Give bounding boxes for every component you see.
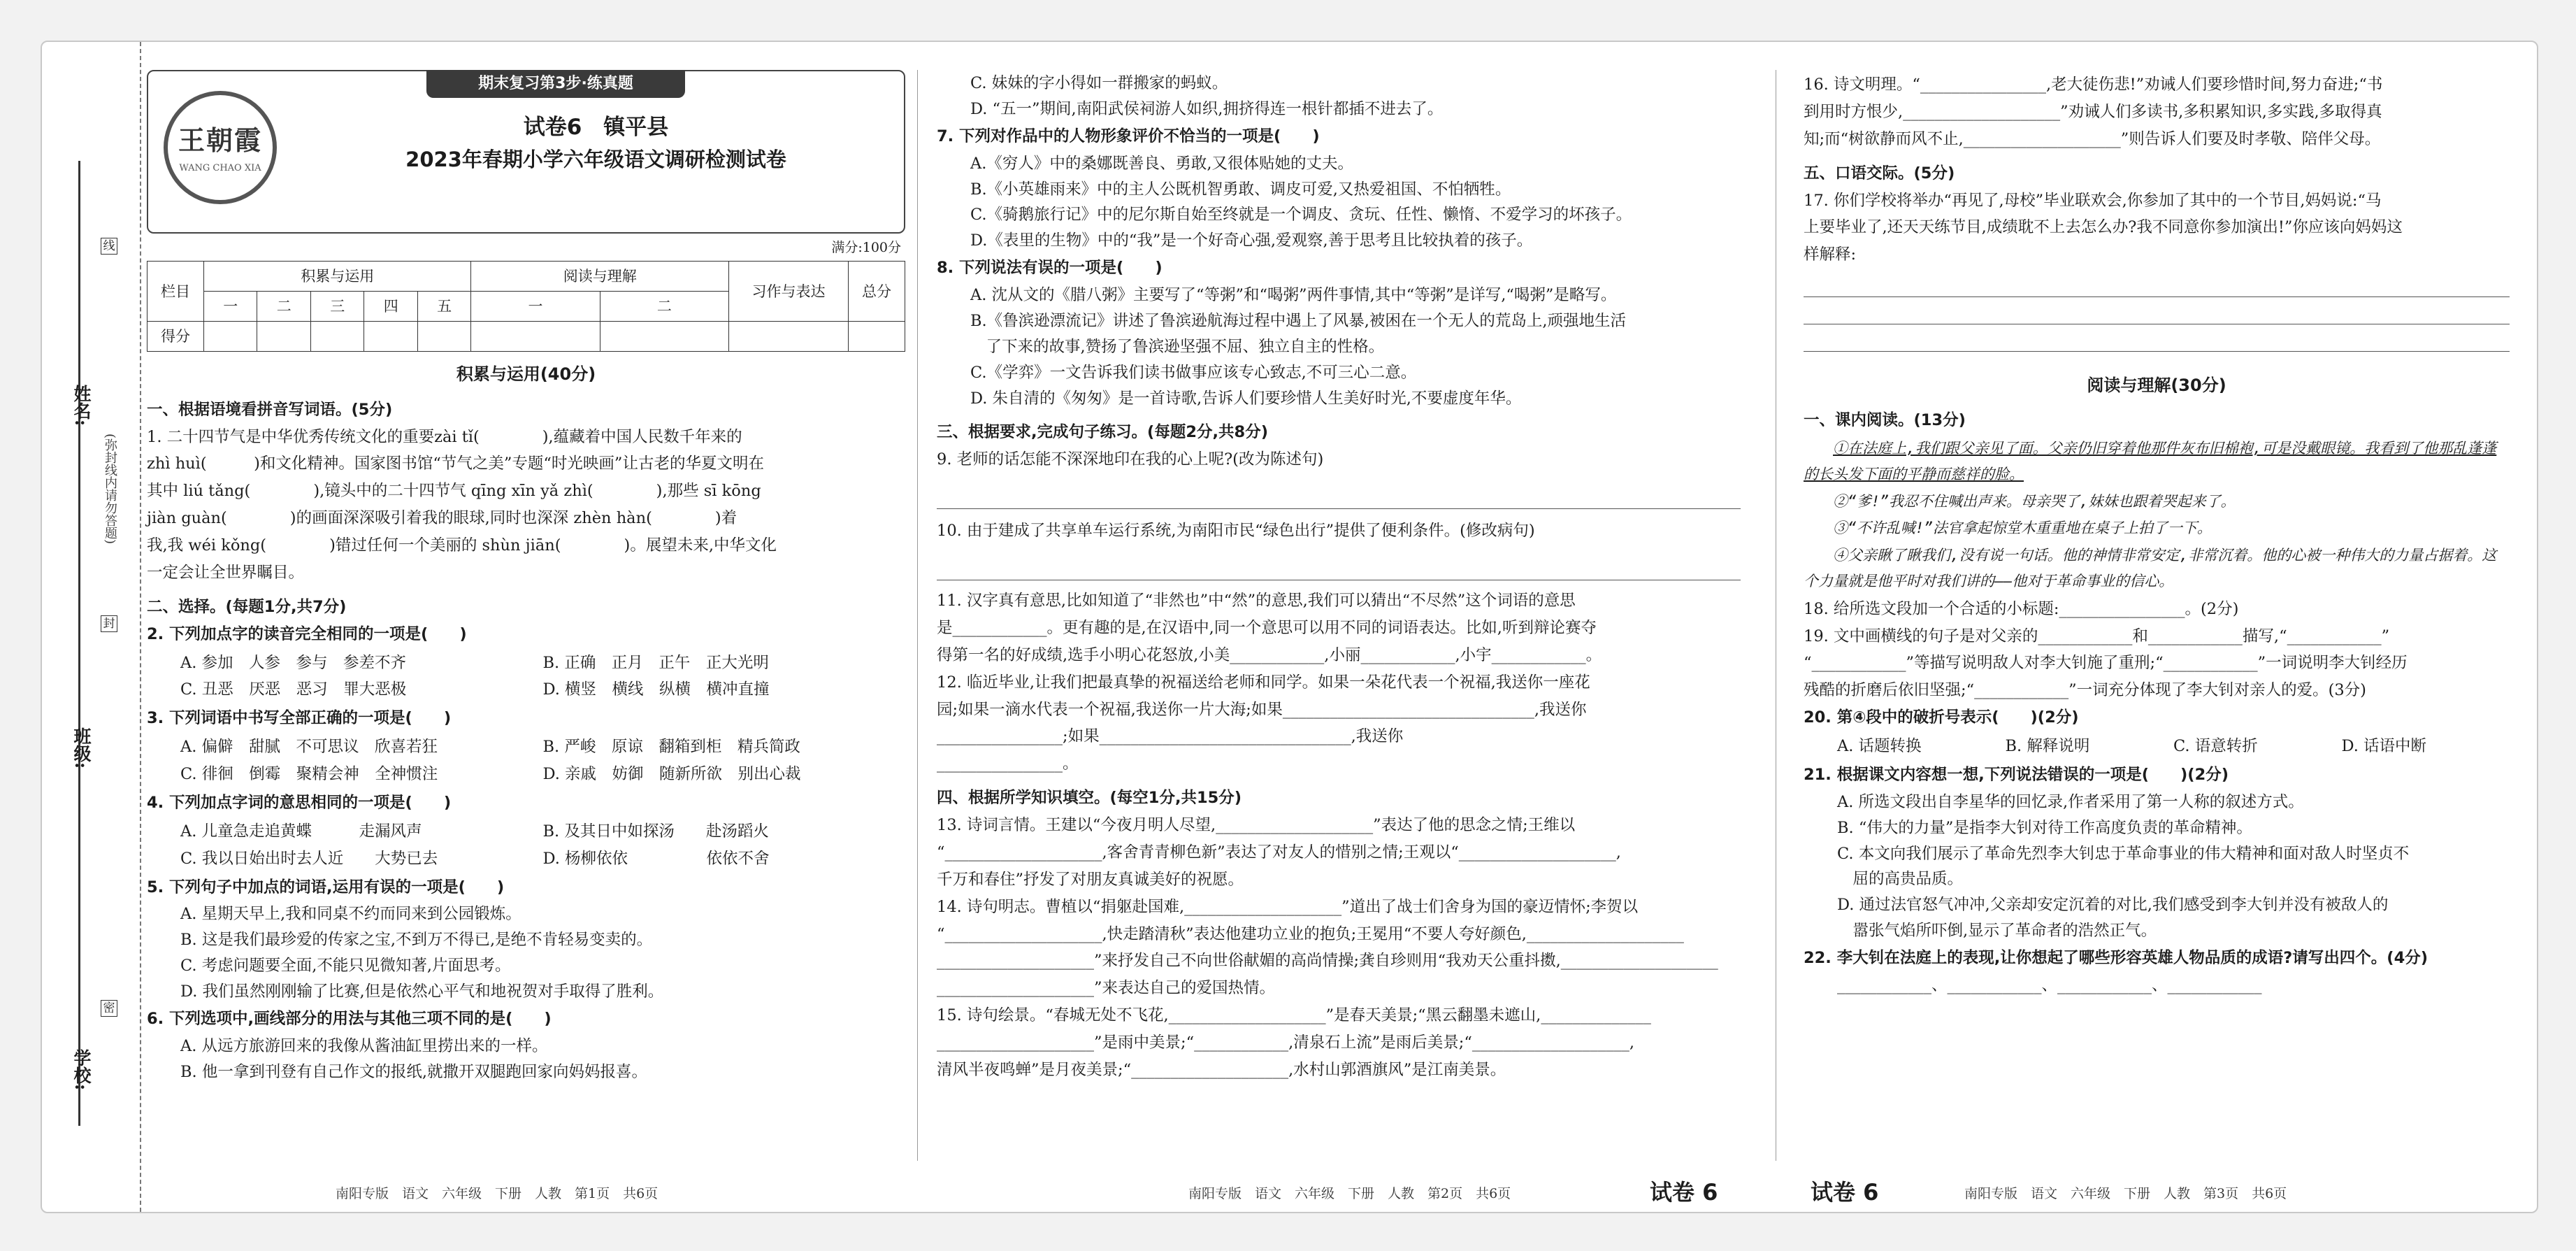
q9-answer-line[interactable] [937,475,1741,509]
passage-paragraph-4: ④父亲瞅了瞅我们,没有说一句话。他的神情非常安定,非常沉着。他的心被一种伟大的力量占据着。这个力量就是他平时对我们讲的——他对于革命事业的信心。 [1804,547,2497,589]
q6-option-a[interactable]: A. 从远方旅游回来的我像从酱油缸里捞出来的一样。 [180,1036,548,1055]
binding-margin [42,42,141,1212]
q4-option-d[interactable]: D. 杨柳依依 依依不舍 [542,849,770,868]
q5-option-d[interactable]: D. 我们虽然刚刚输了比赛,但是依然心平气和地祝贺对手取得了胜利。 [180,982,664,1001]
page-1-footer: 南阳专版 语文 六年级 下册 人教 第1页 共6页 [336,1186,659,1201]
q2-option-c[interactable]: C. 丑恶 厌恶 恶习 罪大恶极 [180,680,407,699]
q1-line: 其中 liú tǎng( ),镜头中的二十四节气 qīng xīn yǎ zhì( ),那些 sī kōng [147,482,761,501]
q6-option-d[interactable]: D. “五一”期间,南阳武侯祠游人如织,拥挤得连一根针都插不进去了。 [970,99,1444,118]
page-divider [917,70,918,1161]
q3-option-b[interactable]: B. 严峻 原谅 翻箱到柜 精兵简政 [542,738,800,757]
score-group-writing: 习作与表达 [729,262,849,322]
q1-line: zhì huì( )和文化精神。国家图书馆“节气之美”专题“时光映画”让古老的华夏文明在 [147,455,764,473]
score-cell[interactable] [729,322,849,352]
q17-answer-line[interactable] [1804,324,2510,352]
exam-title: 2023年春期小学六年级语文调研检测试卷 [405,148,786,171]
q15-line: 清风半夜鸣蝉”是月夜美景;“____________________,水村山郭酒旗风”是江南美景。 [937,1060,1506,1079]
part-3-heading: 三、根据要求,完成句子练习。(每题2分,共8分) [937,423,1268,442]
q9: 9. 老师的话怎能不深深地印在我的心上呢?(改为陈述句) [937,450,1324,469]
q3-option-d[interactable]: D. 亲戚 妨御 随新所欲 别出心裁 [542,765,801,783]
q5-option-b[interactable]: B. 这是我们最珍爱的传家之宝,不到万不得已,是绝不肯轻易变卖的。 [180,931,653,950]
q10-answer-line[interactable] [937,546,1741,580]
q8: 8. 下列说法有误的一项是( ) [937,259,1163,278]
seal-char-3: 密 [101,1000,117,1017]
class-label: 班级: [71,727,92,769]
q7: 7. 下列对作品中的人物形象评价不恰当的一项是( ) [937,127,1320,145]
q21-option-c-cont: 屈的高贵品质。 [1837,870,1964,889]
q21-option-a[interactable]: A. 所选文段出自李星华的回忆录,作者采用了第一人称的叙述方式。 [1837,792,2304,811]
q20: 20. 第④段中的破折号表示( )(2分) [1804,708,2079,727]
q4-option-b[interactable]: B. 及其日中如探汤 赴汤蹈火 [542,822,769,841]
q8-option-b-cont: 了下来的故事,赞扬了鲁滨逊坚强不屈、独立自主的性格。 [970,337,1385,356]
score-sub-6: 一 [471,292,600,322]
q7-option-a[interactable]: A.《穷人》中的桑娜既善良、勇敢,又很体贴她的丈夫。 [970,154,1354,173]
q5-option-a[interactable]: A. 星期天早上,我和同桌不约而同来到公园锻炼。 [180,905,521,924]
score-sub-4: 四 [364,292,417,322]
score-sub-5: 五 [417,292,470,322]
score-group-accumulate: 积累与运用 [204,262,471,292]
passage-paragraph-1: ①在法庭上,我们跟父亲见了面。父亲仍旧穿着他那件灰布旧棉袍,可是没戴眼镜。我看到了他那乱蓬蓬的长头发下面的平静而慈祥的脸。 [1804,440,2497,482]
q14-line: ____________________”来抒发自己不向世俗献媚的高尚情操;龚自珍则用“我劝天公重抖擞,____________________ [937,952,1718,971]
q14-line: 14. 诗句明志。曹植以“捐躯赴国难,____________________”道出了战士们舍身为国的豪迈情怀;李贺以 [937,897,1639,916]
q16 [1804,73,2510,152]
q1-line: jiàn guàn( )的画面深深吸引着我的眼球,同时也深深 zhèn hàn( )着 [147,509,737,528]
q15-line: ____________________”是雨中美景;“____________,清泉石上流”是雨后美景;“____________________, [937,1034,1634,1052]
brand-logo-sub: WANG CHAO XIA [179,162,261,173]
q11-line: 11. 汉字真有意思,比如知道了“非然也”中“然”的意思,我们可以猜出“不尽然”这个词语的意思 [937,592,1576,610]
q13-line: “____________________,客舍青青柳色新”表达了对友人的惜别之情;王观以“____________________, [937,843,1621,862]
brand-logo-text: 王朝霞 [178,124,262,156]
part-r1-heading: 一、课内阅读。(13分) [1804,411,1966,430]
q2-option-b[interactable]: B. 正确 正月 正午 正大光明 [542,653,769,672]
q19-line: “____________”等描写说明敌人对李大钊施了重刑;“____________”一词说明李大钊经历 [1804,654,2408,673]
page-2 [937,70,1741,1182]
q19 [1804,624,2510,703]
score-group-reading: 阅读与理解 [471,262,729,292]
part-5-heading: 五、口语交际。(5分) [1804,164,1955,183]
q21: 21. 根据课文内容想一想,下列说法错误的一项是( )(2分) [1804,765,2229,784]
page-2-footer: 南阳专版 语文 六年级 下册 人教 第2页 共6页 [1188,1186,1511,1201]
q12-line: 园;如果一滴水代表一个祝福,我送你一片大海;如果________________________________,我送你 [937,700,1587,719]
score-cell[interactable] [600,322,728,352]
score-row-label: 得分 [147,322,204,352]
q17-line: 样解释: [1804,245,1857,264]
part-1-heading: 一、根据语境看拼音写词语。(5分) [147,400,393,419]
q8-options [937,283,1741,410]
score-cell[interactable] [257,322,310,352]
review-step-band: 期末复习第3步·练真题 [426,70,685,98]
q15-line: 15. 诗句绘景。“春城无处不飞花,____________________”是春天美景;“黑云翻墨未遮山,______________ [937,1006,1651,1025]
q12-line: 12. 临近毕业,让我们把最真挚的祝福送给老师和同学。如果一朵花代表一个祝福,我送你一座花 [937,673,1590,692]
q4: 4. 下列加点字词的意思相同的一项是( ) [147,793,452,812]
name-label: 姓名: [71,385,92,427]
q18: 18. 给所选文段加一个合适的小标题:________________。(2分) [1804,599,2239,618]
q22-answer-blanks[interactable]: ____________、____________、____________、____________ [1837,975,2262,994]
q1-passage [147,425,905,585]
q17-line: 17. 你们学校将举办“再见了,母校”毕业联欢会,你参加了其中的一个节目,妈妈说:“马 [1804,191,2382,210]
passage-paragraph-2: ②“爹!”我忍不住喊出声来。母亲哭了,妹妹也跟着哭起来了。 [1833,492,2236,510]
q6-option-c[interactable]: C. 妹妹的字小得如一群搬家的蚂蚁。 [970,74,1228,92]
q13-line: 13. 诗词言情。王建以“今夜月明人尽望,____________________”表达了他的思念之情;王维以 [937,816,1576,834]
q14 [937,895,1741,1001]
q22: 22. 李大钊在法庭上的表现,让你想起了哪些形容英雄人物品质的成语?请写出四个。(4分) [1804,949,2429,968]
q3: 3. 下列词语中书写全部正确的一项是( ) [147,709,452,728]
q7-option-b[interactable]: B.《小英雄雨来》中的主人公既机智勇敢、调皮可爱,又热爱祖国、不怕牺牲。 [970,180,1511,199]
q5-option-c[interactable]: C. 考虑问题要全面,不能只见微知著,片面思考。 [180,957,511,975]
q20-option-c[interactable]: C. 语意转折 [2173,737,2258,756]
score-table [147,261,905,352]
brand-logo [164,91,277,204]
q11-line: 得第一名的好成绩,选手小明心花怒放,小美____________,小丽____________,小宇____________。 [937,645,1602,664]
q2-options [180,650,905,704]
q17-answer-line[interactable] [1804,297,2510,324]
q8-option-a[interactable]: A. 沈从文的《腊八粥》主要写了“等粥”和“喝粥”两件事情,其中“等粥”是详写,“喝粥”是略写。 [970,286,1617,304]
q16-line: 知;而“树欲静而风不止,____________________”则告诉人们要及时孝敬、陪伴父母。 [1804,129,2381,148]
q19-line: 19. 文中画横线的句子是对父亲的____________和____________描写,“____________” [1804,627,2390,645]
q1-line: 1. 二十四节气是中华优秀传统文化的重要zài tǐ( ),蕴藏着中国人民数千年来的 [147,427,742,446]
seal-char-2: 封 [101,615,117,632]
q19-line: 残酷的折磨后依旧坚强;“____________”一词充分体现了李大钊对亲人的爱。(3分) [1804,681,2366,700]
part-2-heading: 二、选择。(每题1分,共7分) [147,597,347,616]
passage-paragraph-3: ③“不许乱喊!”法官拿起惊堂木重重地在桌子上拍了一下。 [1833,520,2212,537]
q12-line: ________________。 [937,755,1079,773]
q11 [937,589,1741,668]
q6-option-b[interactable]: B. 他一拿到刊登有自己作文的报纸,就撒开双腿跑回家向妈妈报喜。 [180,1062,647,1081]
q21-option-c[interactable]: C. 本文向我们展示了革命先烈李大钊忠于革命事业的伟大精神和面对敌人时坚贞不 [1837,844,2410,863]
score-cell[interactable] [471,322,600,352]
part-4-heading: 四、根据所学知识填空。(每空1分,共15分) [937,789,1242,808]
q8-option-b[interactable]: B.《鲁滨逊漂流记》讲述了鲁滨逊航海过程中遇上了风暴,被困在一个无人的荒岛上,顽强地生活 [970,311,1626,330]
seal-char-1: 线 [101,238,117,255]
q1-line: 我,我 wéi kǒng( )错过任何一个美丽的 shùn jiān( )。展望未来,中华文化 [147,536,777,555]
q3-options [180,734,905,788]
section-accumulate: 积累与运用(40分) [456,364,596,385]
score-total: 总分 [849,262,905,322]
seal-note: (弥封线内请勿答题) [103,434,117,545]
q12-line: ________________;如果________________________________,我送你 [937,727,1404,746]
q20-option-b[interactable]: B. 解释说明 [2005,737,2090,756]
q7-option-c[interactable]: C.《骑鹅旅行记》中的尼尔斯自始至终就是一个调皮、贪玩、任性、懒惰、不爱学习的坏孩子。 [970,206,1632,224]
q1-line: 一定会让全世界瞩目。 [147,563,305,582]
q21-option-b[interactable]: B. “伟大的力量”是指李大钊对待工作高度负责的革命精神。 [1837,818,2252,837]
exam-header [147,70,905,234]
q15 [937,1003,1741,1082]
q16-line: 16. 诗文明理。“________________,老大徒伤悲!”劝诫人们要珍惜时间,努力奋进;“书 [1804,76,2383,94]
q17 [1804,189,2510,268]
q21-option-d-cont: 嚣张气焰所吓倒,显示了革命者的浩然正气。 [1837,922,2157,941]
score-cell[interactable] [417,322,470,352]
q20-option-a[interactable]: A. 话题转换 [1837,737,1922,756]
exam-number: 试卷6 镇平县 [523,115,669,140]
section-reading: 阅读与理解(30分) [2087,376,2226,396]
q14-line: ____________________”来表达自己的爱国热情。 [937,979,1276,998]
q12 [937,671,1741,777]
q21-options [1804,790,2510,943]
q6-options [147,1034,905,1085]
q13 [937,813,1741,892]
q2: 2. 下列加点字的读音完全相同的一项是( ) [147,624,467,643]
score-cell[interactable] [310,322,364,352]
page-1 [147,70,905,1182]
q2-option-a[interactable]: A. 参加 人参 参与 参差不齐 [180,653,407,672]
q14-line: “____________________,快走踏清秋”表达他建功立业的抱负;王冕用“不要人夸好颜色,____________________ [937,924,1684,943]
q5: 5. 下列句子中加点的词语,运用有误的一项是( ) [147,878,505,896]
score-sub-7: 二 [600,292,728,322]
q7-option-d[interactable]: D.《表里的生物》中的“我”是一个好奇心强,爱观察,善于思考且比较执着的孩子。 [970,231,1533,250]
exam-badge-right: 试卷 6 [1650,1179,1718,1206]
q20-options [1837,733,2510,760]
q13-line: 千万和春住”抒发了对朋友真诚美好的祝愿。 [937,870,1244,889]
q2-option-d[interactable]: D. 横竖 横线 纵横 横冲直撞 [542,680,770,699]
q17-answer-line[interactable] [1804,270,2510,297]
q16-line: 到用时方恨少,____________________”劝诫人们多读书,多积累知识,多实践,多取得真 [1804,102,2382,121]
score-cell[interactable] [364,322,417,352]
q10: 10. 由于建成了共享单车运行系统,为南阳市民“绿色出行”提供了便利条件。(修改病句) [937,522,1535,541]
school-label: 学校: [71,1049,92,1091]
q7-options [937,152,1741,254]
q4-options [180,818,905,873]
reading-passage [1804,436,2510,594]
q11-line: 是____________。更有趣的是,在汉语中,同一个意思可以用不同的词语表达。比如,听到辩论赛夺 [937,618,1597,637]
exam-sheet [41,41,2538,1213]
q3-option-a[interactable]: A. 偏僻 甜腻 不可思议 欣喜若狂 [180,738,438,757]
q3-option-c[interactable]: C. 徘徊 倒霉 聚精会神 全神惯注 [180,765,438,783]
q5-options [147,902,905,1004]
binding-line [78,161,80,1126]
exam-badge-left: 试卷 6 [1811,1179,1879,1206]
q8-option-c[interactable]: C.《学弈》一文告诉我们读书做事应该专心致志,不可三心二意。 [970,363,1417,382]
q20-option-d[interactable]: D. 话语中断 [2341,737,2427,756]
score-cell[interactable] [849,322,905,352]
page-3-footer: 南阳专版 语文 六年级 下册 人教 第3页 共6页 [1964,1186,2287,1201]
score-sub-2: 二 [257,292,310,322]
full-score: 满分:100分 [831,240,901,255]
score-sub-1: 一 [204,292,257,322]
q21-option-d[interactable]: D. 通过法官怒气冲冲,父亲却安定沉着的对比,我们感受到李大钊并没有被敌人的 [1837,896,2389,915]
q6: 6. 下列选项中,画线部分的用法与其他三项不同的是( ) [147,1009,552,1028]
score-cell[interactable] [204,322,257,352]
q8-option-d[interactable]: D. 朱自清的《匆匆》是一首诗歌,告诉人们要珍惜人生美好时光,不要虚度年华。 [970,389,1522,408]
q17-line: 上要毕业了,还天天练节目,成绩耽不上去怎么办?我不同意你参加演出!”你应该向妈妈这 [1804,218,2403,237]
score-col-label: 栏目 [147,262,204,322]
q4-option-a[interactable]: A. 儿童急走追黄蝶 走漏风声 [180,822,422,841]
q4-option-c[interactable]: C. 我以日始出时去人近 大势已去 [180,849,438,868]
page-3 [1804,70,2510,1182]
score-sub-3: 三 [310,292,364,322]
